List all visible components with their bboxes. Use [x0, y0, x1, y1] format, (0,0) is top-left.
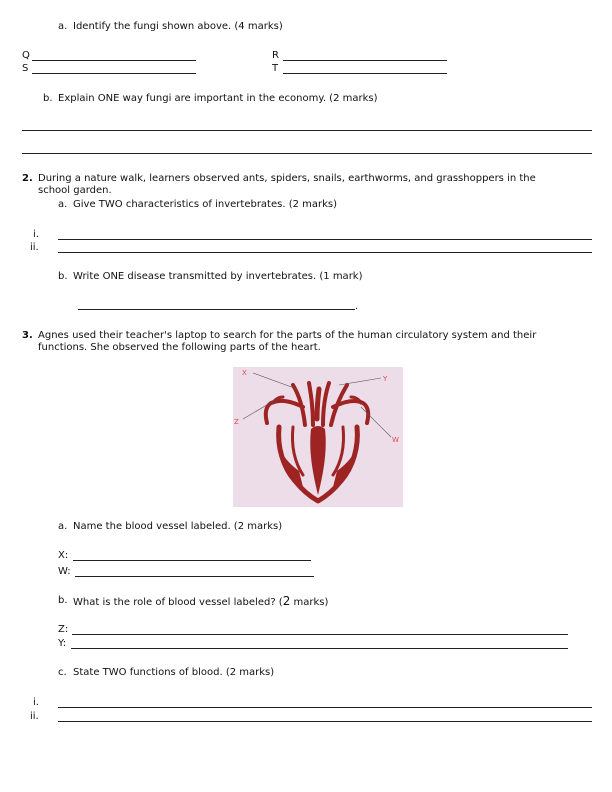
blank-label-s: S	[22, 63, 29, 74]
q3b-text: What is the role of blood vessel labeled? (2 marks)	[73, 594, 329, 608]
answer-line-s[interactable]	[32, 73, 196, 74]
q2-stem-2: school garden.	[38, 185, 112, 196]
figure-label-x: X	[242, 369, 247, 377]
answer-line-q3c-1[interactable]	[58, 707, 592, 708]
q1b-label: b.	[43, 93, 53, 104]
vessel-left-branch	[266, 401, 303, 423]
q3c-label: c.	[58, 667, 67, 678]
vessel-right-branch	[333, 401, 368, 423]
figure-label-z: Z	[234, 418, 239, 426]
leader-line-z	[243, 399, 277, 419]
answer-line-x[interactable]	[73, 560, 311, 561]
q2-number: 2.	[22, 173, 33, 184]
septum	[310, 426, 325, 495]
q2b-label: b.	[58, 271, 68, 282]
answer-line-q3c-2[interactable]	[58, 721, 592, 722]
answer-line-q2b[interactable]	[78, 309, 355, 310]
q3-stem-1: Agnes used their teacher's laptop to search for the parts of the human circulatory system and their	[38, 330, 537, 341]
q3b-blank-z-label: Z:	[58, 624, 69, 635]
blank-label-r: R	[272, 50, 279, 61]
blank-label-q: Q	[22, 50, 30, 61]
q3b-blank-y-label: Y:	[58, 638, 67, 649]
answer-line-y[interactable]	[71, 648, 568, 649]
q2-roman-ii: ii.	[30, 242, 39, 253]
answer-line-q2a-1[interactable]	[58, 239, 592, 240]
q3a-label: a.	[58, 521, 68, 532]
q3-number: 3.	[22, 330, 33, 341]
leader-line-y	[339, 378, 381, 385]
q3a-blank-w-label: W:	[58, 566, 71, 577]
vessel-center	[317, 389, 319, 419]
answer-line-r[interactable]	[283, 60, 447, 61]
q2a-label: a.	[58, 199, 68, 210]
q3-roman-ii: ii.	[30, 711, 39, 722]
heart-diagram	[233, 367, 403, 507]
q2-stem-1: During a nature walk, learners observed ants, spiders, snails, earthworms, and grasshoppers in the	[38, 173, 536, 184]
answer-line-q2a-2[interactable]	[58, 252, 592, 253]
vessel-center-right	[323, 383, 329, 425]
answer-line-z[interactable]	[72, 634, 568, 635]
q1a-text: Identify the fungi shown above. (4 marks)	[73, 21, 283, 32]
answer-line-q1b-2[interactable]	[22, 153, 592, 154]
q2b-period: .	[355, 301, 359, 312]
q3a-blank-x-label: X:	[58, 550, 69, 561]
figure-label-y: Y	[383, 375, 388, 383]
answer-line-q1b-1[interactable]	[22, 130, 592, 131]
answer-line-t[interactable]	[283, 73, 447, 74]
figure-label-w: W	[392, 436, 399, 444]
q2b-text: Write ONE disease transmitted by invertebrates. (1 mark)	[73, 271, 363, 282]
q3a-text: Name the blood vessel labeled. (2 marks)	[73, 521, 283, 532]
q3-stem-2: functions. She observed the following parts of the heart.	[38, 342, 321, 353]
q1b-text: Explain ONE way fungi are important in the economy. (2 marks)	[58, 93, 378, 104]
q1a-label: a.	[58, 21, 68, 32]
answer-line-w[interactable]	[75, 576, 314, 577]
answer-line-q[interactable]	[32, 60, 196, 61]
blank-label-t: T	[272, 63, 279, 74]
q3b-label: b.	[58, 595, 68, 606]
vessel-center-left	[309, 383, 313, 425]
leader-line-x	[253, 373, 297, 389]
q3-roman-i: i.	[33, 697, 39, 708]
q3c-text: State TWO functions of blood. (2 marks)	[73, 667, 275, 678]
heart-illustration	[233, 367, 403, 507]
q2a-text: Give TWO characteristics of invertebrates. (2 marks)	[73, 199, 338, 210]
q2-roman-i: i.	[33, 229, 39, 240]
